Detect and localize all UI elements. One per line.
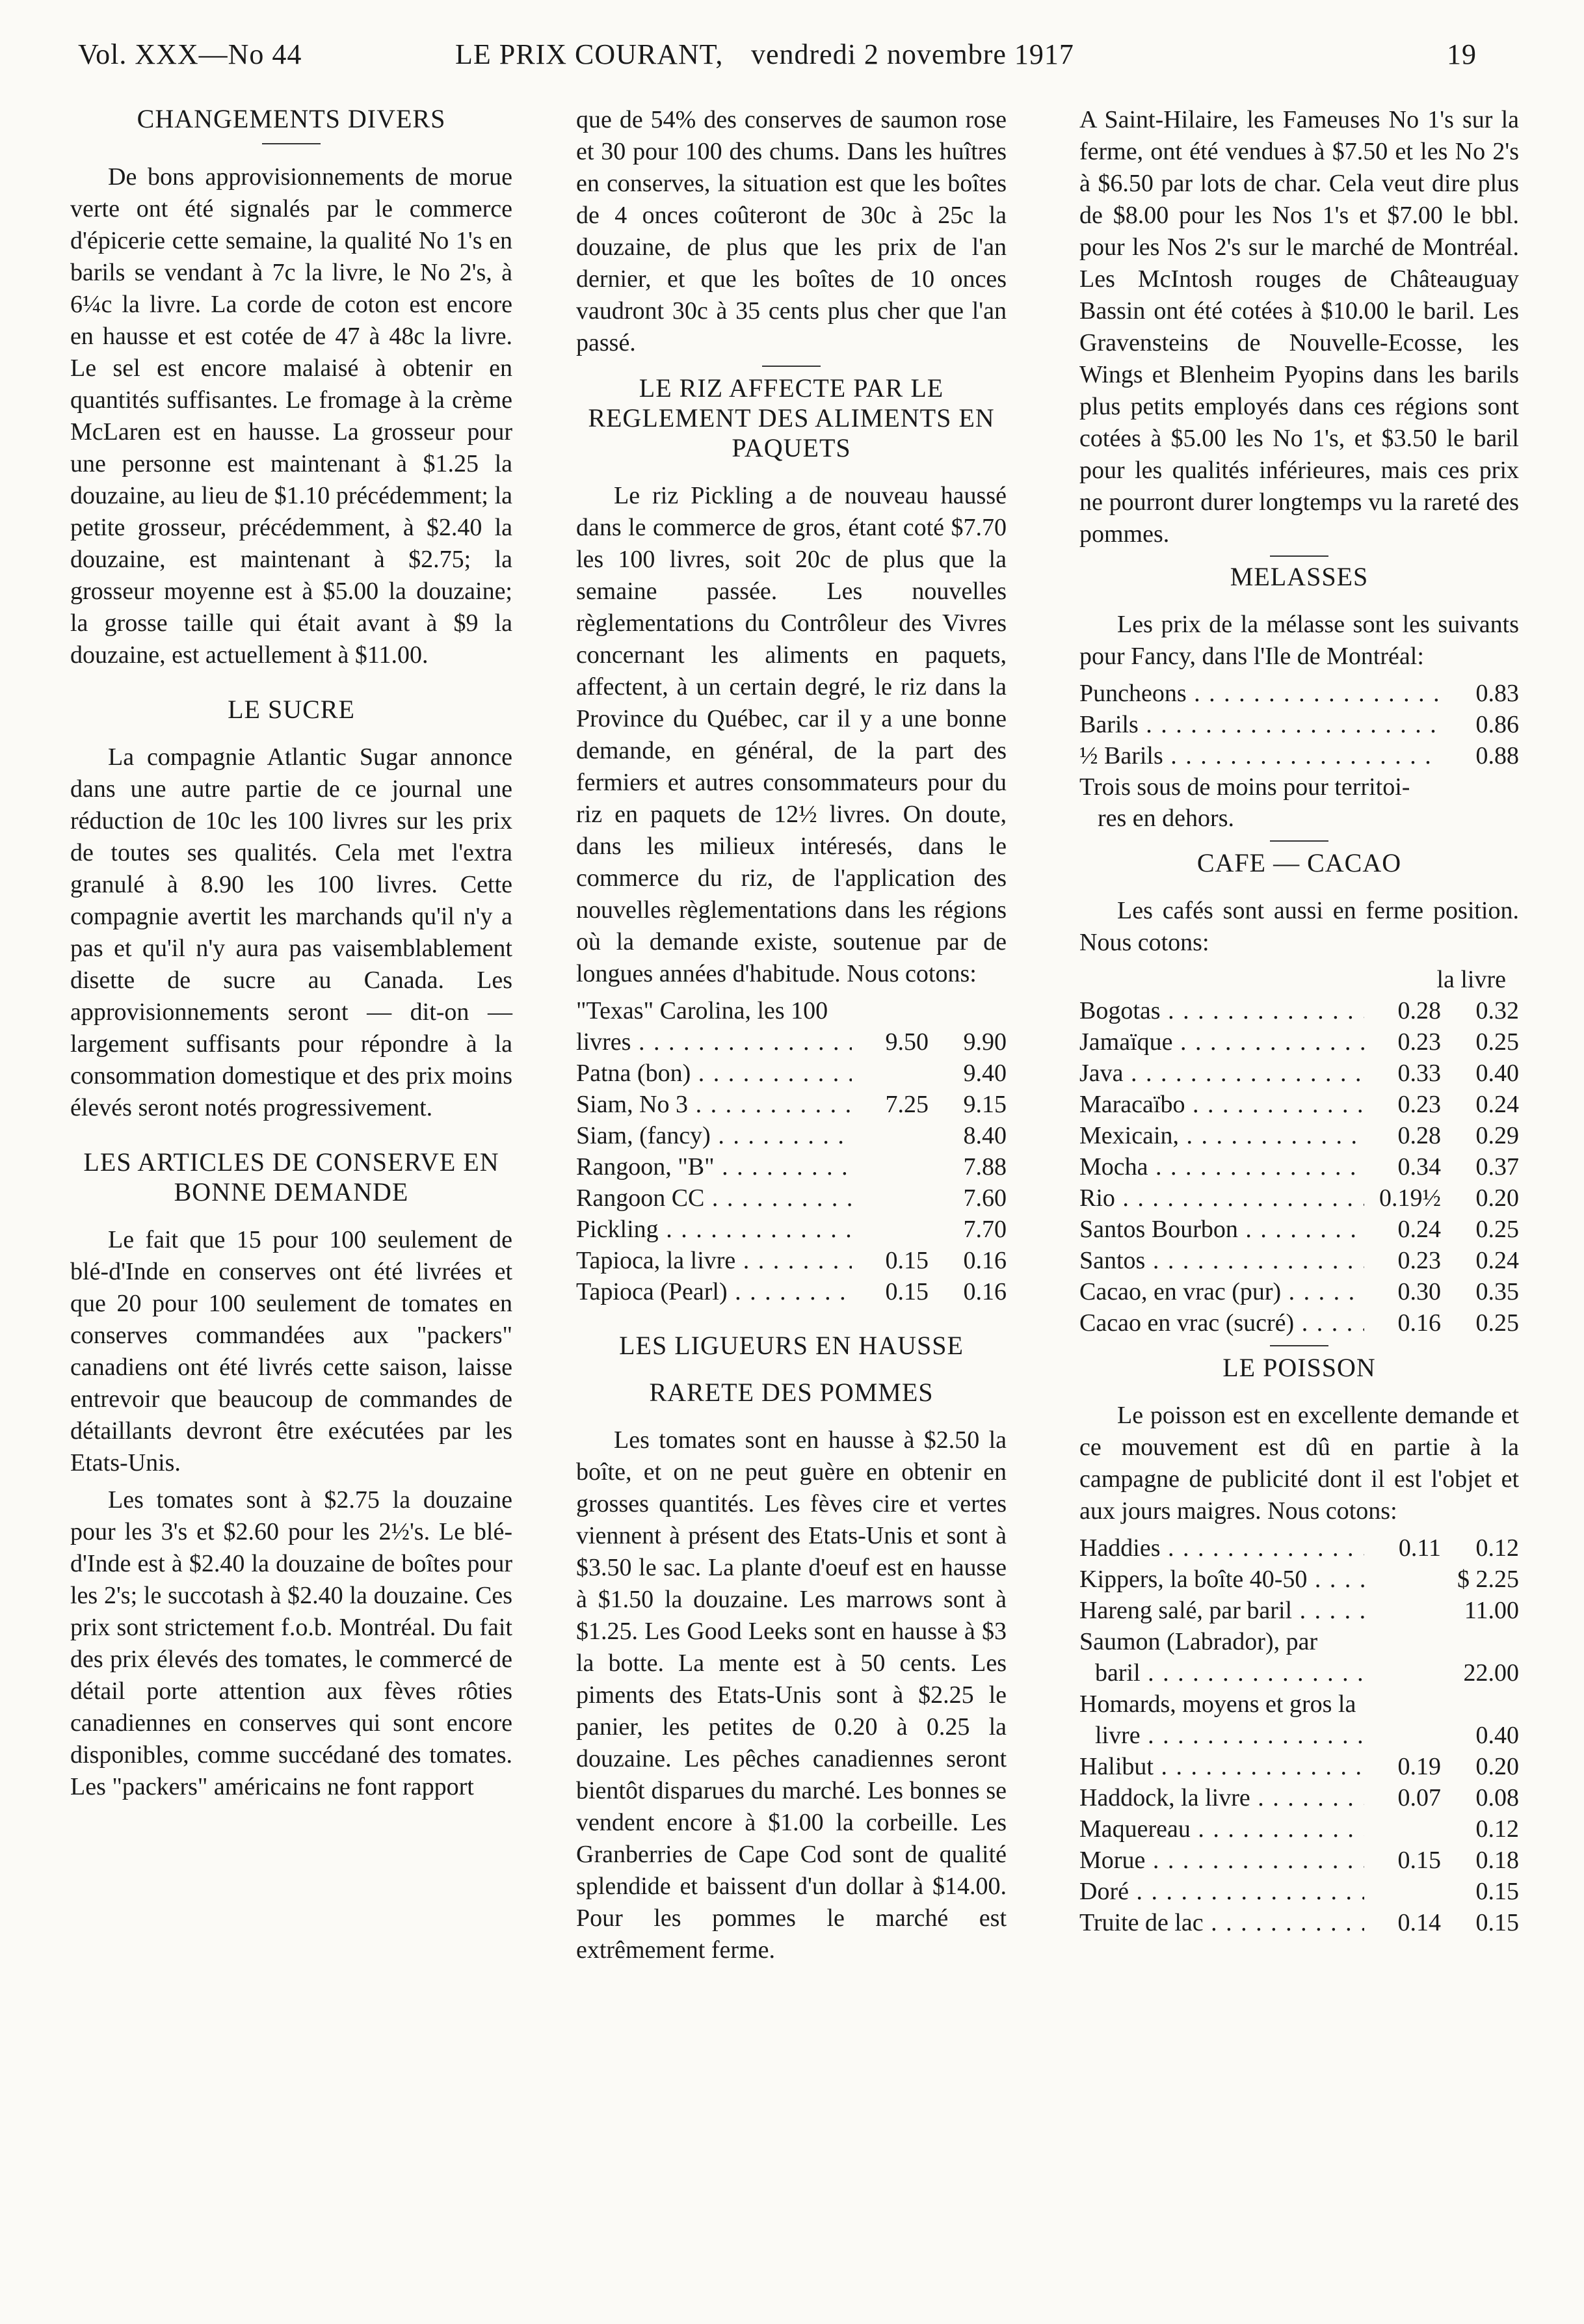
item-label: Cacao en vrac (sucré) . . .	[1079, 1307, 1364, 1339]
section-heading: LE POISSON	[1222, 1353, 1376, 1382]
item-label: Mexicain, . . .	[1079, 1120, 1364, 1151]
column-2	[576, 104, 1007, 1971]
paragraph: Les tomates sont en hausse à $2.50 la boîte, et on ne peut guère en obtenir en grosses quantités. Les fèves cire et vertes viennent à présent des Etats-Unis et sont à $3.50 le sac. La plante d'oeuf est en hausse à $1.50 la douzaine. Les marrows sont à $1.25. Les Good Leeks sont en hausse à $3 la botte. La mente est à 50 cents. Les piments des Etats-Unis sont à $2.25 le panier, les petites de 0.20 à 0.25 la douzaine. Les pêches canadiennes seront bientôt disparues du marché. Les bonnes se vendent encore à $1.00 la corbeille. Les Granberries de Cape Cod sont de qualité splendide et baissent d'un dollar à $14.00. Pour les pommes le marché est extrêmement ferme.	[576, 1426, 1007, 1964]
price-low: 0.33	[1397, 1060, 1441, 1087]
item-label: Siam, No 3 . . .	[576, 1089, 852, 1120]
column-1	[70, 104, 512, 1808]
price-low: 7.25	[885, 1091, 929, 1118]
price-high: 7.88	[963, 1153, 1007, 1181]
price-low: 0.14	[1397, 1909, 1441, 1936]
price-high: 0.20	[1475, 1184, 1519, 1212]
price-low: 0.23	[1397, 1091, 1441, 1118]
paragraph: A Saint-Hilaire, les Fameuses No 1's sur la ferme, ont été vendues à $7.50 et les No 2's à $6.50 par lots de char. Cela veut dire plus de $8.00 pour les Nos 1's et $7.00 le bbl. pour les Nos 2's sur le marché de Montréal. Les McIntosh rouges de Châteauguay Bassin ont été cotées à $10.00 le baril. Les Gravensteins de Nouvelle-Ecosse, les Wings et Blenheim Pyopins dans les barils plus petits employés dans ces régions sont cotées à $5.00 les No 1's, et $3.50 le baril pour les qualités inférieures, mais ces prix ne pourront durer longtemps vu la rareté des pommes.	[1079, 106, 1519, 548]
item-label: Rio . . .	[1079, 1182, 1364, 1214]
price-row	[1079, 1058, 1519, 1089]
item-label: Rangoon, "B" . . .	[576, 1151, 852, 1182]
price-row	[1079, 1876, 1519, 1907]
section-heading: CHANGEMENTS DIVERS	[137, 104, 446, 133]
section-heading: LES LIGUEURS EN HAUSSE	[619, 1331, 964, 1360]
item-label: Saumon (Labrador), par	[1079, 1628, 1318, 1655]
price-row	[576, 1182, 1007, 1214]
unit-label: la livre	[1436, 966, 1506, 993]
page-header	[78, 38, 1476, 77]
paragraph: Les prix de la mélasse sont les suivants pour Fancy, dans l'Ile de Montréal:	[1079, 611, 1519, 670]
item-label: Rangoon CC . . .	[576, 1182, 852, 1214]
molasses-price-table	[1079, 678, 1519, 771]
item-label: livres . . .	[576, 1026, 852, 1058]
item-label: livre . . .	[1095, 1720, 1364, 1751]
price-low: 0.34	[1397, 1153, 1441, 1181]
price-low: 0.28	[1397, 1122, 1441, 1149]
item-label: Pickling . . .	[576, 1214, 852, 1245]
section-heading: LE RIZ AFFECTE PAR LE REGLEMENT DES ALIMENTS EN PAQUETS	[588, 373, 995, 462]
item-label: Tapioca, la livre . . .	[576, 1245, 852, 1276]
item-label: Hareng salé, par baril . . .	[1079, 1595, 1364, 1626]
price-high: 0.15	[1475, 1909, 1519, 1936]
price-row	[576, 1026, 1007, 1058]
price-high: 0.12	[1475, 1815, 1519, 1843]
coffee-price-table	[1079, 995, 1519, 1339]
price-row	[1079, 1089, 1519, 1120]
item-label: Siam, (fancy) . . .	[576, 1120, 852, 1151]
column-3	[1079, 104, 1519, 1938]
issue-date: vendredi 2 novembre 1917	[751, 38, 1074, 70]
item-label: Haddies . . .	[1079, 1532, 1364, 1564]
price-low: 0.30	[1397, 1278, 1441, 1305]
price-row	[1079, 1214, 1519, 1245]
price-row	[1079, 1751, 1519, 1782]
item-label: Doré . . .	[1079, 1876, 1364, 1907]
section-heading: RARETE DES POMMES	[649, 1378, 934, 1407]
price-high: 0.18	[1475, 1847, 1519, 1874]
note-line: Trois sous de moins pour territoi-	[1079, 773, 1410, 801]
price-row	[1079, 1782, 1519, 1813]
price-row	[1079, 1564, 1519, 1595]
item-label: Barils . . .	[1079, 709, 1441, 740]
price-row	[576, 1245, 1007, 1276]
price-low: 9.50	[885, 1028, 929, 1056]
item-label: Maracaïbo . . .	[1079, 1089, 1364, 1120]
price-low: 0.19	[1397, 1753, 1441, 1780]
paragraph: De bons approvisionnements de morue verte ont été signalés par le commerce d'épicerie cette semaine, la qualité No 1's en barils se vendant à 7c la livre, le No 2's, à 6¼c la livre. La corde de coton est encore en hausse et est cotée de 47 à 48c la livre. Le sel est encore malaisé à obtenir en quantités suffisantes. Le fromage à la crème McLaren est en hausse. La grosseur pour une personne est maintenant à $1.25 la douzaine, au lieu de $1.10 précédemment; la petite grosseur, précédemment, à $2.40 la douzaine, est maintenant à $2.75; la grosseur moyenne est à $5.00 la douzaine; la grosse taille qui était avant à $9 la douzaine, est actuellement à $11.00.	[70, 163, 512, 669]
fish-price-table	[1079, 1532, 1519, 1938]
price-high: 22.00	[1463, 1659, 1519, 1687]
section-heading: LES ARTICLES DE CONSERVE EN BONNE DEMANDE	[83, 1147, 499, 1207]
price-high: 0.25	[1475, 1216, 1519, 1243]
item-label: Patna (bon) . . .	[576, 1058, 852, 1089]
price-row	[1079, 995, 1519, 1026]
price-low: 0.07	[1397, 1784, 1441, 1811]
price-row	[1079, 1626, 1519, 1657]
price-row	[1079, 1720, 1519, 1751]
price-row	[1079, 1657, 1519, 1689]
price-high: 0.24	[1475, 1247, 1519, 1274]
section-heading: LE SUCRE	[228, 695, 355, 724]
price-row	[576, 1120, 1007, 1151]
price-high: $ 2.25	[1457, 1566, 1519, 1593]
price-row	[1079, 1907, 1519, 1938]
rice-price-table	[576, 1026, 1007, 1307]
price-high: 0.37	[1475, 1153, 1519, 1181]
item-label: Truite de lac . . .	[1079, 1907, 1364, 1938]
price-low: 0.16	[1397, 1309, 1441, 1337]
item-label: ½ Barils . . .	[1079, 740, 1441, 771]
price-row	[1079, 1026, 1519, 1058]
item-label: Cacao, en vrac (pur) . . .	[1079, 1276, 1364, 1307]
price-high: 0.25	[1475, 1309, 1519, 1337]
journal-title: LE PRIX COURANT,	[455, 38, 724, 70]
price-row	[1079, 1813, 1519, 1845]
paragraph: La compagnie Atlantic Sugar annonce dans une autre partie de ce journal une réduction de 10c les 100 livres sur les prix de toutes ses qualités. Cela met l'extra granulé à 8.90 les 100 livres. Cette compagnie avertit les marchands qu'il n'y a pas et qu'il n'y aura pas vaisemblablement disette de sucre au Canada. Les approvisionnements seront — dit-on — largement suffisants pour répondre à la consommation domestique et des prix moins élevés seront notés progressivement.	[70, 743, 512, 1121]
price-low: 0.15	[1397, 1847, 1441, 1874]
item-label: baril . . .	[1095, 1657, 1364, 1689]
price-row	[1079, 740, 1519, 771]
price-row	[1079, 709, 1519, 740]
paragraph: Les cafés sont aussi en ferme position. Nous cotons:	[1079, 897, 1519, 956]
price-line: "Texas" Carolina, les 100	[576, 997, 828, 1024]
price-high: 9.15	[963, 1091, 1007, 1118]
divider	[762, 366, 821, 367]
price-low: 0.23	[1397, 1028, 1441, 1056]
price-high: 0.25	[1475, 1028, 1519, 1056]
item-label: Puncheons . . .	[1079, 678, 1441, 709]
price-high: 11.00	[1464, 1597, 1519, 1624]
price-row	[1079, 1151, 1519, 1182]
price-low: 0.19½	[1379, 1184, 1441, 1212]
volume-number: Vol. XXX—No 44	[78, 38, 302, 70]
item-label: Santos Bourbon . . .	[1079, 1214, 1364, 1245]
price-high: 7.70	[963, 1216, 1007, 1243]
page-number: 19	[1447, 38, 1477, 70]
section-heading: MELASSES	[1230, 562, 1369, 591]
divider	[1270, 840, 1328, 842]
price-high: 0.86	[1475, 711, 1519, 738]
price-high: 0.29	[1475, 1122, 1519, 1149]
price-low: 0.15	[885, 1247, 929, 1274]
price-row	[576, 1214, 1007, 1245]
price-high: 0.40	[1475, 1060, 1519, 1087]
price-row	[576, 1151, 1007, 1182]
item-label: Java . . .	[1079, 1058, 1364, 1089]
item-label: Mocha . . .	[1079, 1151, 1364, 1182]
price-high: 0.08	[1475, 1784, 1519, 1811]
item-label: Jamaïque . . .	[1079, 1026, 1364, 1058]
item-label: Haddock, la livre . . .	[1079, 1782, 1364, 1813]
price-high: 0.83	[1475, 680, 1519, 707]
price-row	[576, 1276, 1007, 1307]
paragraph: Le riz Pickling a de nouveau haussé dans le commerce de gros, étant coté $7.70 les 100 livres, soit 20c de plus que la semaine passée. Les nouvelles règlementations du Contrôleur des Vivres concernant les aliments en paquets, affectent, à un certain degré, le riz dans la Province du Québec, car il y a une bonne demande, en général, de la part des fermiers et autres consommateurs pour du riz en paquets de 12½ livres. On doute, dans les milieux intéresés, dans le commerce du riz, de l'application des nouvelles règlementations dans les régions où la demande existe, soutenue par de longues années d'habitude. Nous cotons:	[576, 482, 1007, 987]
price-row	[1079, 1276, 1519, 1307]
price-low: 0.15	[885, 1278, 929, 1305]
price-row	[1079, 1245, 1519, 1276]
price-row	[1079, 1307, 1519, 1339]
price-row	[1079, 1120, 1519, 1151]
paragraph: que de 54% des conserves de saumon rose et 30 pour 100 des chums. Dans les huîtres en conserves, la situation est que les boîtes de 4 onces coûteront de 30c à 25c la douzaine, de plus que les prix de l'an dernier, et que les boîtes de 10 onces vaudront 30c à 35 cents plus cher que l'an passé.	[576, 106, 1007, 356]
paragraph: Le poisson est en excellente demande et ce mouvement est dû en partie à la campagne de publicité dont il est l'objet et aux jours maigres. Nous cotons:	[1079, 1402, 1519, 1525]
price-row	[576, 1058, 1007, 1089]
section-heading: CAFE — CACAO	[1196, 848, 1402, 877]
price-row	[1079, 678, 1519, 709]
divider	[1270, 555, 1328, 557]
price-row	[1079, 1845, 1519, 1876]
divider	[1270, 1345, 1328, 1346]
price-low: 0.28	[1397, 997, 1441, 1024]
item-label: Homards, moyens et gros la	[1079, 1690, 1356, 1718]
paragraph: Les tomates sont à $2.75 la douzaine pour les 3's et $2.60 pour les 2½'s. Le blé-d'Inde est à $2.40 la douzaine de boîtes pour les 2's; le succotash à $2.40 la douzaine. Ces prix sont strictement f.o.b. Montréal. Du fait des prix élevés des tomates, le commercé de détail porte attention aux fèves rôties canadiennes en conserves qui sont encore disponibles, comme succédané des tomates. Les "packers" américains ne font rapport	[70, 1486, 512, 1800]
item-label: Maquereau . . .	[1079, 1813, 1364, 1845]
price-high: 0.40	[1475, 1722, 1519, 1749]
price-high: 7.60	[963, 1184, 1007, 1212]
item-label: Halibut . . .	[1079, 1751, 1364, 1782]
price-high: 0.15	[1475, 1878, 1519, 1905]
price-high: 0.16	[963, 1278, 1007, 1305]
price-high: 0.20	[1475, 1753, 1519, 1780]
price-low: 0.11	[1398, 1534, 1441, 1562]
item-label: Santos . . .	[1079, 1245, 1364, 1276]
price-row	[1079, 1689, 1519, 1720]
price-high: 0.16	[963, 1247, 1007, 1274]
price-row	[576, 1089, 1007, 1120]
price-high: 9.90	[963, 1028, 1007, 1056]
price-row	[1079, 1182, 1519, 1214]
note-line: res en dehors.	[1098, 805, 1234, 832]
price-high: 0.35	[1475, 1278, 1519, 1305]
price-row	[1079, 1532, 1519, 1564]
price-high: 0.24	[1475, 1091, 1519, 1118]
item-label: Tapioca (Pearl) . . .	[576, 1276, 852, 1307]
item-label: Kippers, la boîte 40-50 . . .	[1079, 1564, 1364, 1595]
price-low: 0.24	[1397, 1216, 1441, 1243]
item-label: Morue . . .	[1079, 1845, 1364, 1876]
price-high: 0.12	[1475, 1534, 1519, 1562]
price-low: 0.23	[1397, 1247, 1441, 1274]
price-high: 0.88	[1475, 742, 1519, 769]
price-row	[1079, 1595, 1519, 1626]
price-high: 9.40	[963, 1060, 1007, 1087]
item-label: Bogotas . . .	[1079, 995, 1364, 1026]
divider	[262, 143, 321, 144]
price-high: 8.40	[963, 1122, 1007, 1149]
price-high: 0.32	[1475, 997, 1519, 1024]
paragraph: Le fait que 15 pour 100 seulement de blé-d'Inde en conserves ont été livrées et que 20 pour 100 seulement de tomates en conserves commandées aux "packers" canadiens ont été livrés cette saison, laisse entrevoir que beaucoup de commandes de détaillants devront être exécutées par les Etats-Unis.	[70, 1226, 512, 1476]
